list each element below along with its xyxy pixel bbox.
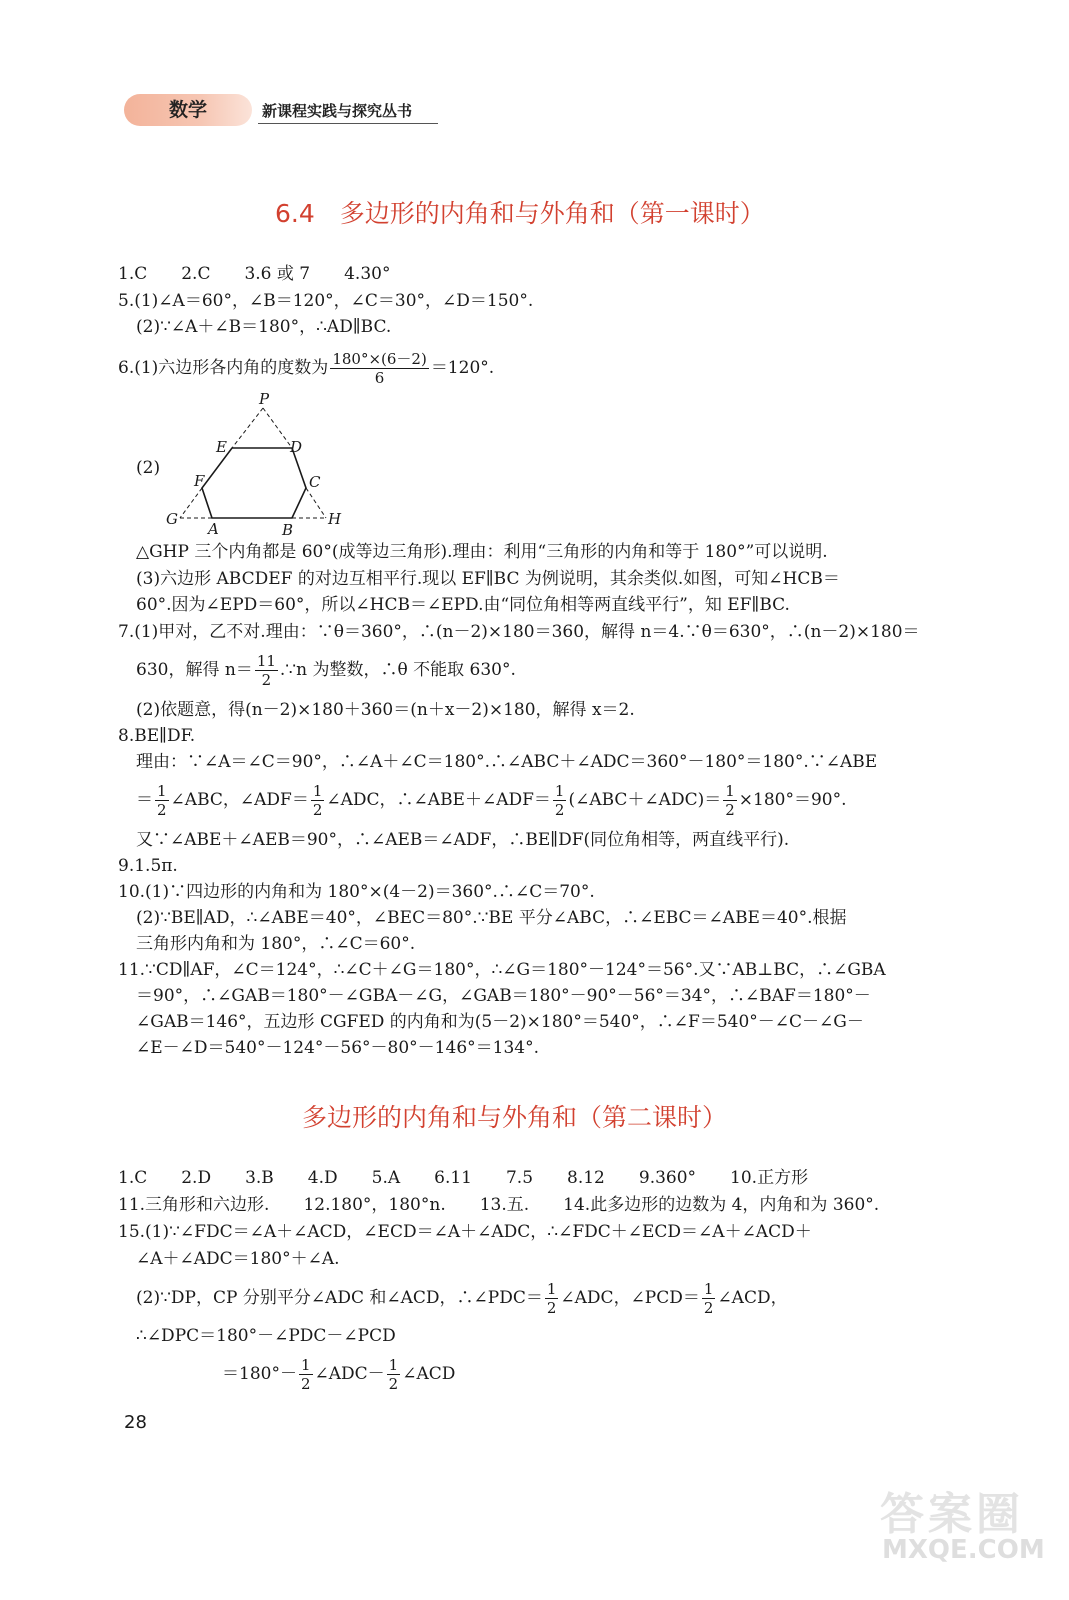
answer-line-q10-2b: 三角形内角和为 180°，∴∠C＝60°. (136, 934, 416, 954)
q15-text-e: ∠ADC－ (314, 1364, 385, 1384)
dashed-line-pe (232, 408, 263, 448)
fraction-half (387, 1356, 401, 1393)
header-underline (258, 123, 438, 124)
fraction-half (723, 782, 737, 819)
section-title-lesson-2: 多边形的内角和与外角和（第二课时） (302, 1103, 728, 1132)
answer-line-q6-1 (118, 344, 494, 392)
answer-line-q10-2a: (2)∵BE∥AD，∴∠ABE＝40°，∠BEC＝80°.∵BE 平分∠ABC，∴∠EBC＝∠ABE＝40°.根据 (136, 908, 847, 928)
q6-result: ＝120°. (430, 358, 495, 378)
fraction-denominator: 2 (725, 801, 735, 819)
fraction-denominator: 2 (388, 1375, 399, 1393)
fraction-numerator: 1 (725, 782, 735, 800)
label-e: E (216, 438, 227, 456)
fraction-q7 (255, 652, 278, 689)
answer-line-q7-1b (136, 646, 516, 694)
subject-badge: 数学 (124, 94, 252, 126)
fraction-denominator: 2 (703, 1299, 714, 1317)
series-title: 新课程实践与探究丛书 (262, 102, 413, 120)
equals-sign: ＝ (136, 790, 153, 810)
label-b: B (282, 521, 294, 538)
answer-line-q8-reason-3: 又∵∠ABE＋∠AEB＝90°，∴∠AEB＝∠ADF，∴BE∥DF(同位角相等，两直线平行). (136, 830, 790, 850)
fraction-half (702, 1280, 716, 1317)
fraction-denominator: 2 (157, 801, 167, 819)
answer-line-q6-2: △GHP 三个内角都是 60°(成等边三角形).理由：利用“三角形的内角和等于 180°”可以说明. (136, 542, 828, 562)
fraction-numerator: 180°×(6－2) (332, 350, 427, 368)
fraction-denominator: 2 (554, 801, 565, 819)
label-p: P (259, 390, 270, 408)
hexagon-figure (160, 388, 350, 538)
answer-line-q5-1: 5.(1)∠A＝60°，∠B＝120°，∠C＝30°，∠D＝150°. (118, 291, 534, 311)
fraction-numerator: 1 (546, 1280, 557, 1298)
answer-line-q15-1b: ∠A＋∠ADC＝180°＋∠A. (136, 1249, 340, 1269)
q8-part-d: ×180°＝90°. (738, 790, 847, 810)
q15-text-b: ∠ADC，∠PCD＝ (560, 1288, 700, 1308)
fraction-denominator: 6 (374, 369, 385, 387)
label-a: A (208, 520, 219, 538)
q7-result: .∵n 为整数，∴θ 不能取 630°. (279, 660, 516, 680)
answer-line-q15-2a (136, 1274, 788, 1322)
answer-line-q15-2c (222, 1350, 455, 1398)
answer-line-q1-10: 1.C 2.D 3.B 4.D 5.A 6.11 7.5 8.12 9.360° 10.正方形 (118, 1168, 809, 1188)
q8-part-c: (∠ABC＋∠ADC)＝ (568, 790, 722, 810)
answer-line-q15-2b: ∴∠DPC＝180°－∠PDC－∠PCD (136, 1326, 396, 1346)
label-c: C (309, 473, 321, 491)
fraction-numerator: 1 (554, 782, 565, 800)
dashed-line-pd (263, 408, 292, 448)
label-h: H (328, 510, 342, 528)
answer-line-q7-1a: 7.(1)甲对，乙不对.理由：∵θ＝360°，∴(n－2)×180＝360，解得 n＝4.∵θ＝630°，∴(n－2)×180＝ (118, 622, 920, 642)
fraction-half (155, 782, 169, 819)
answer-line-q1-4: 1.C 2.C 3.6 或 7 4.30° (118, 264, 391, 284)
label-g: G (166, 510, 178, 528)
answer-line-q7-2: (2)依题意，得(n－2)×180＋360＝(n＋x－2)×180，解得 x＝2. (136, 700, 635, 720)
fraction-q6 (330, 350, 429, 387)
fraction-denominator: 2 (312, 801, 323, 819)
q15-text-c: ∠ACD， (717, 1288, 788, 1308)
fraction-half (545, 1280, 559, 1317)
answer-line-q11-a: 11.∵CD∥AF，∠C＝124°，∴∠C＋∠G＝180°，∴∠G＝180°－124°＝56°.又∵AB⊥BC，∴∠GBA (118, 960, 886, 980)
q15-text-f: ∠ACD (402, 1364, 456, 1384)
answer-line-q5-2: (2)∵∠A＋∠B＝180°，∴AD∥BC. (136, 317, 392, 337)
page-number: 28 (124, 1412, 147, 1433)
answer-line-q9: 9.1.5π. (118, 856, 178, 876)
answer-line-q10-1: 10.(1)∵四边形的内角和为 180°×(4－2)＝360°.∴∠C＝70°. (118, 882, 595, 902)
fraction-numerator: 1 (157, 782, 167, 800)
fraction-half (299, 1356, 313, 1393)
answer-line-q11-d: ∠E－∠D＝540°－124°－56°－80°－146°＝134°. (136, 1038, 539, 1058)
answer-line-q11-c: ∠GAB＝146°，五边形 CGFED 的内角和为(5－2)×180°＝540°，∴∠F＝540°－∠C－∠G－ (136, 1012, 864, 1032)
fraction-denominator: 2 (300, 1375, 311, 1393)
fraction-numerator: 11 (256, 652, 276, 670)
answer-line-q11-14: 11.三角形和六边形. 12.180°，180°n. 13.五. 14.此多边形的边数为 4，内角和为 360°. (118, 1195, 880, 1215)
q8-part-b: ∠ADC，∴∠ABE＋∠ADF＝ (326, 790, 551, 810)
q6-text: 6.(1)六边形各内角的度数为 (118, 358, 329, 378)
fraction-numerator: 1 (388, 1356, 399, 1374)
watermark-url: MXQE.COM (882, 1535, 1045, 1565)
dashed-line-ch (306, 488, 326, 518)
q7-text: 630，解得 n＝ (136, 660, 253, 680)
fraction-numerator: 1 (300, 1356, 311, 1374)
section-title-lesson-1: 6.4 多边形的内角和与外角和（第一课时） (275, 199, 765, 228)
answer-line-q11-b: ＝90°，∴∠GAB＝180°－∠GBA－∠G，∠GAB＝180°－90°－56°＝34°，∴∠BAF＝180°－ (136, 986, 871, 1006)
fraction-half (553, 782, 567, 819)
q15-text-a: (2)∵DP，CP 分别平分∠ADC 和∠ACD，∴∠PDC＝ (136, 1288, 543, 1308)
hexagon-abcdef (202, 448, 306, 518)
fraction-numerator: 1 (703, 1280, 714, 1298)
fraction-half (311, 782, 325, 819)
fraction-denominator: 2 (261, 671, 272, 689)
q8-part-a: ∠ABC，∠ADF＝ (170, 790, 309, 810)
watermark-logo: 答案圈 (880, 1489, 1024, 1540)
fraction-numerator: 1 (312, 782, 323, 800)
answer-line-q6-3a: (3)六边形 ABCDEF 的对边互相平行.现以 EF∥BC 为例说明，其余类似.如图，可知∠HCB＝ (136, 569, 840, 589)
dashed-line-fg (180, 488, 202, 518)
answer-line-q6-2-label: (2) (136, 458, 161, 478)
answer-line-q8-reason-1: 理由：∵∠A＝∠C＝90°，∴∠A＋∠C＝180°.∴∠ABC＋∠ADC＝360°－180°＝180°.∵∠ABE (136, 752, 878, 772)
fraction-denominator: 2 (546, 1299, 557, 1317)
q15-text-d: ＝180°－ (222, 1364, 297, 1384)
answer-line-q6-3b: 60°.因为∠EPD＝60°，所以∠HCB＝∠EPD.由“同位角相等两直线平行”，知 EF∥BC. (136, 595, 790, 615)
answer-line-q15-1a: 15.(1)∵∠FDC＝∠A＋∠ACD，∠ECD＝∠A＋∠ADC，∴∠FDC＋∠ECD＝∠A＋∠ACD＋ (118, 1222, 812, 1242)
answer-line-q8-reason-2 (136, 776, 847, 824)
label-f: F (194, 472, 205, 490)
label-d: D (290, 438, 303, 456)
answer-line-q8: 8.BE∥DF. (118, 726, 196, 746)
